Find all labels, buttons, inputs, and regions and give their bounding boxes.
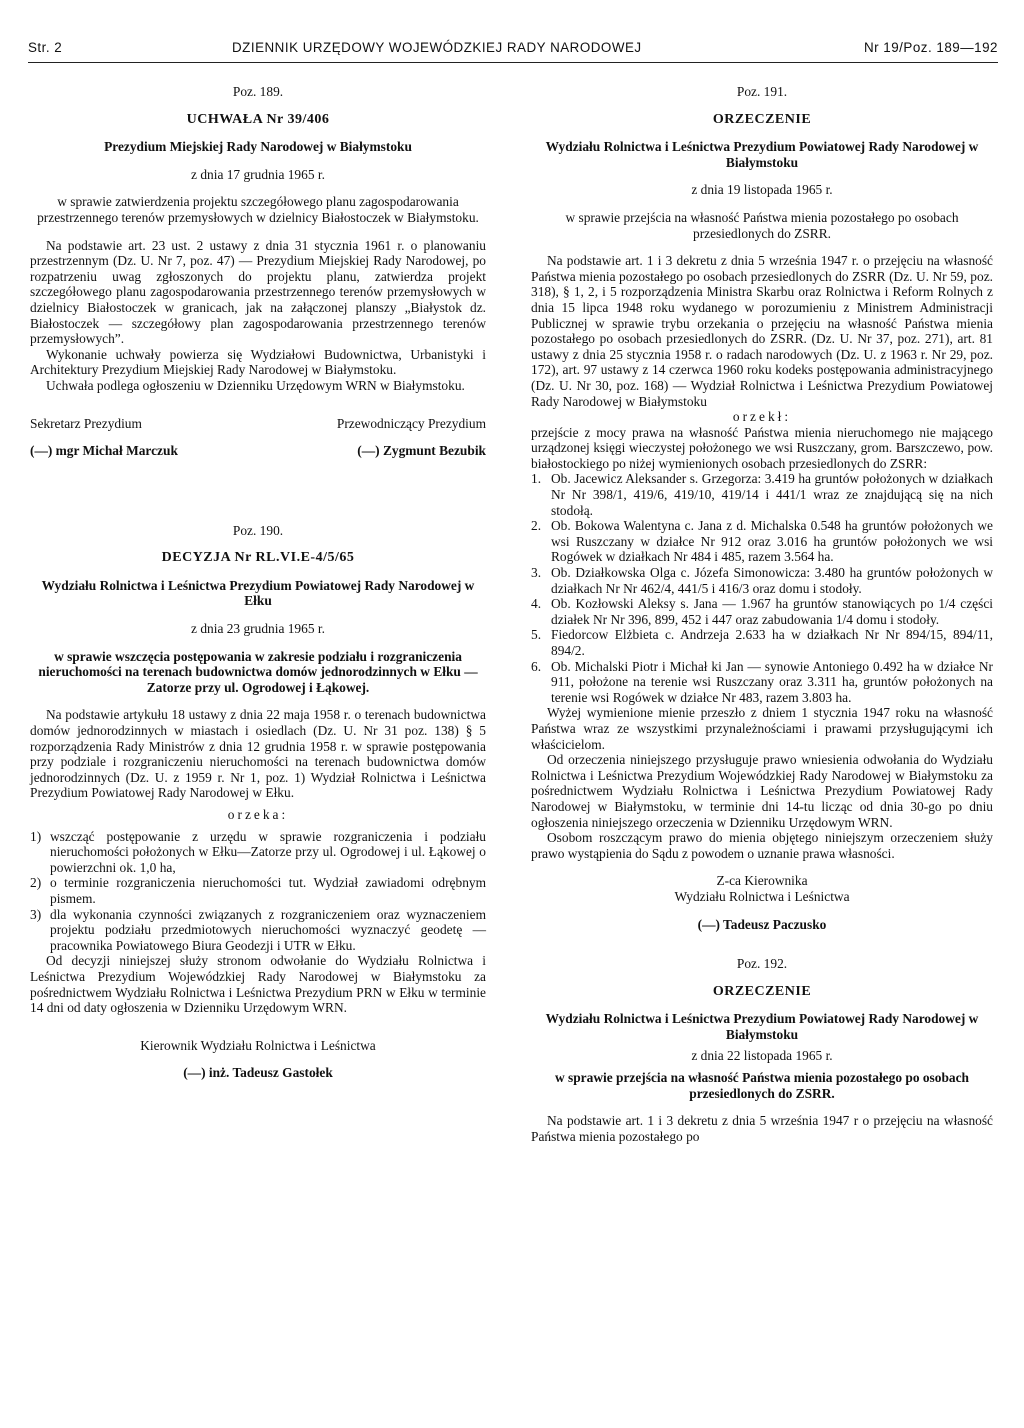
- document-date: z dnia 17 grudnia 1965 r.: [191, 166, 325, 182]
- paragraph: Uchwała podlega ogłoszeniu w Dzienniku Urzędowym WRN w Białymstoku.: [46, 377, 465, 393]
- signature-name: (—) Tadeusz Paczusko: [697, 916, 827, 932]
- document-title: ORZECZENIE: [712, 111, 812, 127]
- signature-name-right: (—) Zygmunt Bezubik: [357, 443, 486, 459]
- paragraph: Osobom roszczącym prawo do mienia objętego niniejszym orzeczeniem służy prawo wystąpienia do Sądu z powodem o uznanie prawa własności.: [531, 830, 993, 861]
- page-number: Str. 2: [28, 40, 63, 55]
- issuing-body: Wydziału Rolnictwa i Leśnictwa Prezydium Powiatowej Rady Narodowej w Białymstoku: [545, 1011, 979, 1042]
- paragraph: Wyżej wymienione mienie przeszło z dniem 1 stycznia 1947 roku na własność Państwa wraz ze wszystkimi przynależnościami i prawami przysługującymi ich właścicielom.: [531, 705, 993, 752]
- signature-name: (—) inż. Tadeusz Gastołek: [183, 1065, 333, 1081]
- list-item: 2. Ob. Bokowa Walentyna c. Jana z d. Michalska 0.548 ha gruntów położonych we wsi Ruszczany w działce Nr 912 oraz 3.016 ha gruntów położonych we wsi Rogówek w działkach Nr 484 i 485, razem 3.564 ha.: [531, 518, 993, 565]
- paragraph: Wykonanie uchwały powierza się Wydziałowi Budownictwa, Urbanistyki i Architektury Prezydium Miejskiej Rady Narodowej w Białymstoku.: [30, 346, 486, 378]
- signature-role: Kierownik Wydziału Rolnictwa i Leśnictwa: [140, 1037, 376, 1053]
- right-column: [531, 84, 993, 1144]
- issuing-body: Wydziału Rolnictwa i Leśnictwa Prezydium Powiatowej Rady Narodowej w Białymstoku: [545, 139, 979, 170]
- paragraph: Na podstawie art. 23 ust. 2 ustawy z dnia 31 stycznia 1961 r. o planowaniu przestrzennym (Dz. U. Nr 7, poz. 47) — Prezydium Miejskiej Rady Narodowej, po rozpatrzeniu uwag zgłoszonych do projektu planu, zatwierdza projekt szczegółowego planu zagospodarowania przestrzennego terenów przemysłowych w dzielnicy Białostoczek w granicach, jak na załączonej planszy „Białystok dz. Białostoczek — szczegółowy plan zagospodarowania przestrzennego terenów przemysłowych”.: [30, 237, 486, 347]
- journal-title: DZIENNIK URZĘDOWY WOJEWÓDZKIEJ RADY NARODOWEJ: [232, 40, 642, 55]
- document-subject: w sprawie zatwierdzenia projektu szczegółowego planu zagospodarowania przestrzennego terenów przemysłowych w dzielnicy Białostoczek w Białymstoku.: [37, 194, 479, 225]
- poz-190: [30, 523, 486, 1081]
- poz-label: Poz. 189.: [232, 84, 284, 99]
- signature-role-right: Przewodniczący Prezydium: [336, 415, 486, 431]
- document-date: z dnia 19 listopada 1965 r.: [691, 182, 833, 198]
- poz-192: [531, 956, 993, 1144]
- signature-names: [30, 443, 486, 459]
- orzeka-heading: orzeka:: [227, 807, 289, 822]
- left-column: [30, 84, 486, 1081]
- poz-191: [531, 84, 993, 932]
- list-item: 4. Ob. Kozłowski Aleksy s. Jana — 1.967 ha gruntów stanowiących po 1/4 części działek Nr Nr 396, 899, 452 i 447 oraz zabudowania 1/4 domu i stodoły.: [531, 596, 993, 627]
- signature-role-left: Sekretarz Prezydium: [30, 415, 142, 431]
- issue-number: Nr 19/Poz. 189—192: [863, 40, 998, 55]
- page-header: [28, 40, 998, 60]
- list-item: 6. Ob. Michalski Piotr i Michał ki Jan — synowie Antoniego 0.492 ha w działce Nr 911, położone na terenie wsi Ruszczany oraz 3.311 ha, gruntów położonych na terenie wsi Rogówek w działce Nr 483, razem 3.803 ha.: [531, 658, 993, 705]
- paragraph: Na podstawie art. 1 i 3 dekretu z dnia 5 września 1947 r o przejęciu na własność Państwa mienia pozostałego po: [531, 1113, 993, 1144]
- list-item: 3) dla wykonania czynności związanych z rozgraniczeniem oraz wyznaczeniem projektu podziału przedmiotowych nieruchomości wyznaczyć geodetę — pracownika Powiatowego Biura Geodezji i UTR w Ełku.: [30, 906, 486, 953]
- signature-name-left: (—) mgr Michał Marczuk: [30, 443, 178, 459]
- person-list: [531, 471, 993, 705]
- signature-role: Wydziału Rolnictwa i Leśnictwa: [674, 888, 850, 904]
- document-subject: w sprawie przejścia na własność Państwa mienia pozostałego po osobach przesiedlonych do ZSRR.: [565, 209, 959, 241]
- orzekl-heading: orzekł:: [732, 409, 792, 425]
- header-rule: [28, 62, 998, 63]
- issuing-body: Wydziału Rolnictwa i Leśnictwa Prezydium Powiatowej Rady Narodowej w Ełku: [41, 577, 475, 609]
- paragraph: Od decyzji niniejszej służy stronom odwołanie do Wydziału Rolnictwa i Leśnictwa Prezydium Wojewódzkiej Rady Narodowej w Białymstoku za pośrednictwem Wydziału Rolnictwa i Leśnictwa Prezydium PRN w Ełku w terminie 14 dni od daty ogłoszenia w Dzienniku Urzędowym WRN.: [30, 953, 486, 1016]
- poz-label: Poz. 190.: [232, 522, 284, 538]
- signature-roles: [30, 416, 486, 432]
- paragraph: przejście z mocy prawa na własność Państwa mienia nieruchomego nie mającego urządzonej księgi wieczystej położonego we wsi Ruszczany, grom. Barszczewo, pow. białostockiego po niżej wymienionych osobach przesiedlonych do ZSRR:: [531, 424, 993, 471]
- document-date: z dnia 23 grudnia 1965 r.: [191, 621, 325, 637]
- list-item: 2) o terminie rozgraniczenia nieruchomości tut. Wydział zawiadomi odrębnym pismem.: [30, 875, 486, 906]
- paragraph: Na podstawie artykułu 18 ustawy z dnia 22 maja 1958 r. o terenach budownictwa domów jednorodzinnych w miastach i osiedlach (Dz. U. Nr 31 poz. 138) § 5 rozporządzenia Rady Ministrów z dnia 12 grudnia 1958 r. w sprawie postępowania przy podziale i rozgraniczeniu nieruchomości na terenach budownictwa domów jednorodzinnych (Dz. U. z 1959 r. Nr 1, poz. 1) Wydział Rolnictwa i Leśnictwa Prezydium Powiatowej Rady Narodowej w Ełku.: [30, 707, 486, 801]
- document-title: DECYZJA Nr RL.VI.E-4/5/65: [161, 550, 355, 566]
- paragraph: Od orzeczenia niniejszego przysługuje prawo wniesienia odwołania do Wydziału Rolnictwa i Leśnictwa Prezydium Wojewódzkiej Rady Narodowej w Białymstoku za pośrednictwem Wydziału Rolnictwa i Leśnictwa Prezydium Powiatowej Rady Narodowej w Białymstoku, w terminie dni 14-tu licząc od dnia 30-go po dniu ogłoszenia niniejszego orzeczenia w Dzienniku Urzędowym WRN.: [531, 752, 993, 830]
- poz-label: Poz. 192.: [736, 956, 788, 972]
- list-item: 5. Fiedorcow Elżbieta c. Andrzeja 2.633 ha w działkach Nr Nr 894/15, 894/11, 894/2.: [531, 627, 993, 658]
- paragraph: Na podstawie art. 1 i 3 dekretu z dnia 5 września 1947 r. o przejęciu na własność Państwa mienia pozostałego po osobach przesiedlonych do ZSRR (Dz. U. Nr 59, poz. 318), § 1, 2, i 5 rozporządzenia Ministra Skarbu oraz Rolnictwa i Reform Rolnych z dnia 15 lipca 1948 roku wydanego w porozumieniu z Ministrem Administracji Publicznej w sprawie trybu orzekania o przejęciu na własność Państwa mienia pozostałego po osobach przesiedlonych do ZSRR. (Dz. U. Nr 37, poz. 271), art. 81 ustawy z dnia 25 stycznia 1958 r. o radach narodowych (Dz. U. z 1963 r. Nr 29, poz. 172), art. 97 ustawy z 14 czerwca 1960 roku kodeks postępowania administracyjnego (Dz. U. Nr 30, poz. 168) — Wydział Rolnictwa i Leśnictwa Prezydium Powiatowej Rady Narodowej w Białymstoku: [531, 253, 993, 409]
- poz-189: [30, 84, 486, 459]
- issuing-body: Prezydium Miejskiej Rady Narodowej w Białymstoku: [104, 139, 412, 155]
- list-item: 3. Ob. Działkowska Olga c. Józefa Simonowicza: 3.480 ha gruntów położonych w działkach Nr Nr 462/4, 441/5 i 416/3 oraz domu i stodoły.: [531, 565, 993, 596]
- document-subject: w sprawie wszczęcia postępowania w zakresie podziału i rozgraniczenia nieruchomości na terenach budownictwa domów jednorodzinnych w Ełku — Zatorze przy ul. Ogrodowej i Łąkowej.: [38, 648, 478, 695]
- signature-role: Z-ca Kierownika: [716, 873, 808, 889]
- list-item: 1. Ob. Jacewicz Aleksander s. Grzegorza: 3.419 ha gruntów położonych w działkach Nr Nr 398/1, 419/6, 419/10, 419/14 i 441/1 wraz ze znajdującą się na nich stodołą.: [531, 471, 993, 518]
- list-item: 1) wszcząć postępowanie z urzędu w sprawie rozgraniczenia i podziału nieruchomości położonych w Ełku—Zatorze przy ul. Ogrodowej i ul. Łąkowej o powierzchni ok. 1,0 ha,: [30, 828, 486, 875]
- document-subject: w sprawie przejścia na własność Państwa mienia pozostałego po osobach przesiedlonych do ZSRR.: [555, 1070, 969, 1101]
- decision-items: [30, 829, 486, 954]
- document-title: ORZECZENIE: [712, 983, 812, 999]
- poz-label: Poz. 191.: [736, 84, 788, 99]
- document-title: UCHWAŁA Nr 39/406: [186, 111, 330, 127]
- document-date: z dnia 22 listopada 1965 r.: [691, 1048, 833, 1064]
